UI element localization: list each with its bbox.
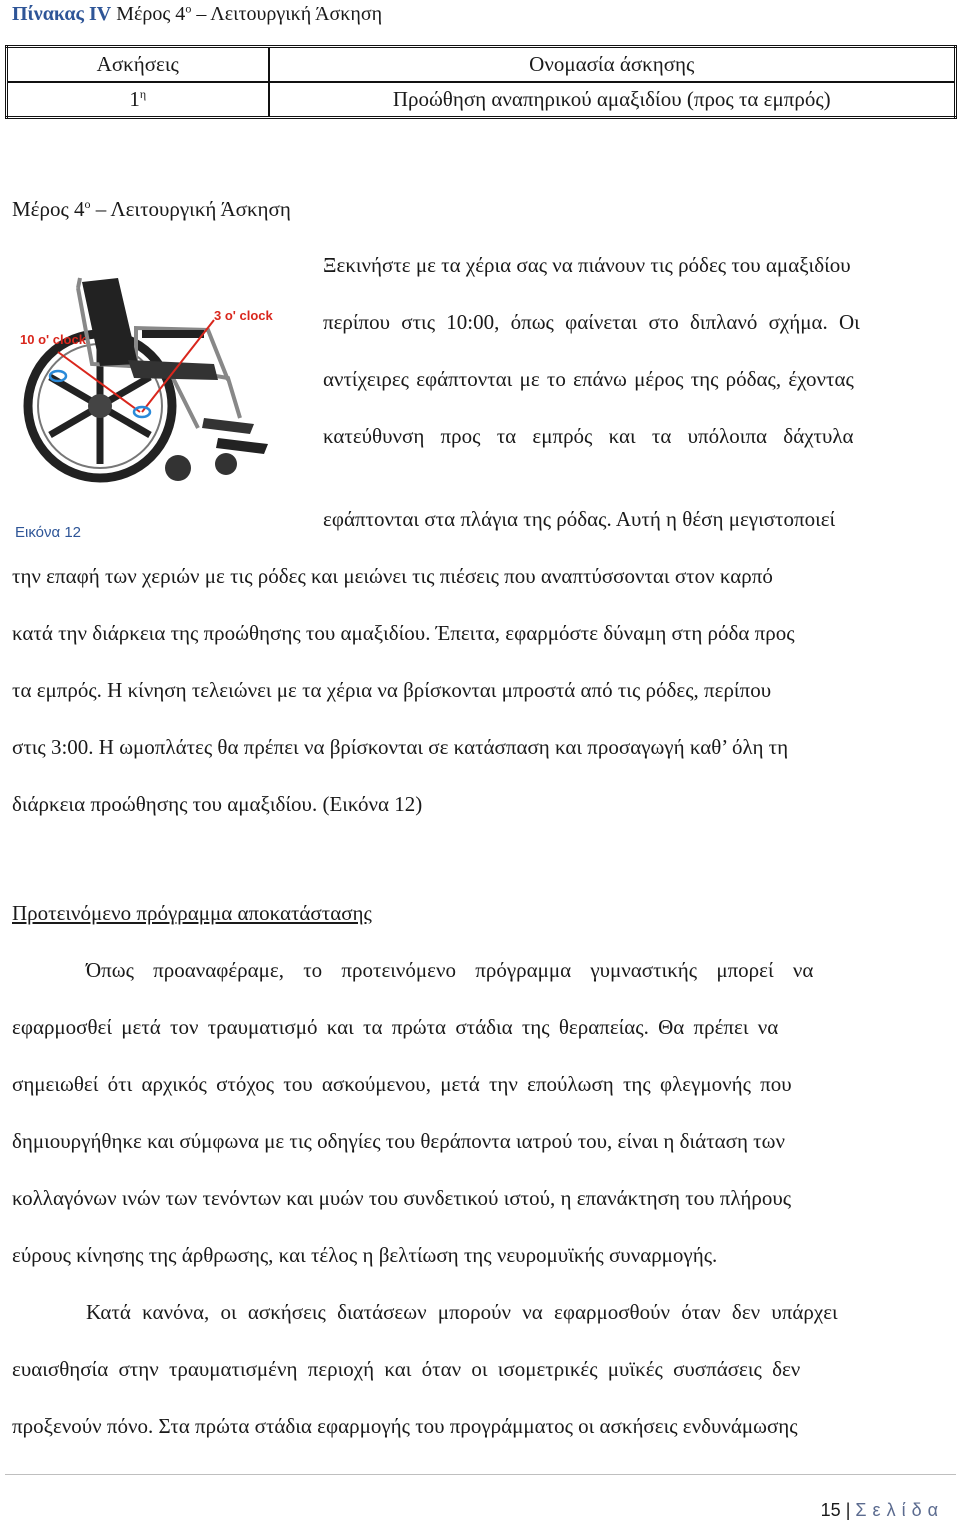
header-exercises: Ασκήσεις xyxy=(7,47,269,83)
table-label: Πίνακας IV xyxy=(12,3,112,25)
footer-separator: | xyxy=(845,1500,851,1520)
table-header-row xyxy=(7,47,956,83)
para3-line-1: Κατά κανόνα, οι ασκήσεις διατάσεων μπορούν να εφαρμοσθούν όταν δεν υπάρχει xyxy=(86,1300,838,1324)
exercise-table xyxy=(5,45,957,119)
page-footer xyxy=(821,1500,944,1521)
para1-line-6: την επαφή των χεριών με τις ρόδες και μειώνει τις πιέσεις που αναπτύσσονται στον καρπό xyxy=(12,564,773,588)
para1-line-8: τα εμπρός. Η κίνηση τελειώνει με τα χέρια να βρίσκονται μπροστά από τις ρόδες, περίπου xyxy=(12,678,772,702)
heading-text-a: Μέρος 4 xyxy=(111,3,186,25)
exercise-name: Προώθηση αναπηρικού αμαξιδίου (προς τα εμπρός) xyxy=(269,82,956,118)
para1-line-9: στις 3:00. Η ωμοπλάτες θα πρέπει να βρίσκονται σε κατάσπαση και προσαγωγή καθ’ όλη τη xyxy=(12,735,789,759)
para1-line-10: διάρκεια προώθησης του αμαξιδίου. (Εικόνα 12) xyxy=(12,792,423,816)
section-title: Μέρος $4^o$ – Λειτουργική Άσκηση xyxy=(12,197,291,221)
header-exercise-name: Ονομασία άσκησης xyxy=(269,47,956,83)
para1-line-1: Ξεκινήστε με τα χέρια σας να πιάνουν τις ρόδες του αμαξιδίου xyxy=(323,253,851,277)
page-number: 15 xyxy=(820,1500,841,1520)
para2-line-4: δημιουργήθηκε και σύμφωνα με τις οδηγίες του θεράποντα ιατρού του, είναι η διάταση των xyxy=(12,1129,785,1153)
heading-text-b: – Λειτουργική Άσκηση xyxy=(191,3,383,25)
table-row xyxy=(7,82,956,118)
exercise-number: $1^\eta$ xyxy=(7,82,269,118)
para3-line-2: ευαισθησία στην τραυματισμένη περιοχή και όταν οι ισομετρικές μυϊκές συσπάσεις δεν xyxy=(12,1357,801,1381)
para1-line-2: περίπου στις 10:00, όπως φαίνεται στο διπλανό σχήμα. Οι xyxy=(323,310,860,334)
footer-divider xyxy=(5,1474,956,1475)
para2-line-5: κολλαγόνων ινών των τενόντων και μυών του συνδετικού ιστού, η επανάκτηση του πλήρους xyxy=(12,1186,792,1210)
para1-line-7: κατά την διάρκεια της προώθησης του αμαξιδίου. Έπειτα, εφαρμόστε δύναμη στη ρόδα προς xyxy=(12,621,795,645)
page-word: Σελίδα xyxy=(855,1500,944,1520)
wheelchair-image xyxy=(18,268,280,500)
figure-caption: Εικόνα 12 xyxy=(15,524,82,541)
para3-line-3: προξενούν πόνο. Στα πρώτα στάδια εφαρμογής του προγράμματος οι ασκήσεις ενδυνάμωσης xyxy=(12,1414,798,1438)
label-10-oclock: 10 o' clock xyxy=(20,332,86,347)
page-heading xyxy=(12,3,382,26)
para1-line-4: κατεύθυνση προς τα εμπρός και τα υπόλοιπα δάχτυλα xyxy=(323,424,854,448)
para2-line-2: εφαρμοσθεί μετά τον τραυματισμό και τα πρώτα στάδια της θεραπείας. Θα πρέπει να xyxy=(12,1015,779,1039)
para2-line-1: Όπως προαναφέραμε, το προτεινόμενο πρόγραμμα γυμναστικής μπορεί να xyxy=(86,958,814,982)
rehab-program-title: Προτεινόμενο πρόγραμμα αποκατάστασης xyxy=(12,901,372,925)
heading-sup: ο xyxy=(185,1,192,16)
para1-line-5: εφάπτονται στα πλάγια της ρόδας. Αυτή η θέση μεγιστοποιεί xyxy=(323,507,836,531)
para2-line-3: σημειωθεί ότι αρχικός στόχος του ασκούμενου, μετά την επούλωση της φλεγμονής που xyxy=(12,1072,792,1096)
para1-line-3: αντίχειρες εφάπτονται με το επάνω μέρος της ρόδας, έχοντας xyxy=(323,367,854,391)
para2-line-6: εύρους κίνησης της άρθρωσης, και τέλος η βελτίωση της νευρομυϊκής συναρμογής. xyxy=(12,1243,718,1267)
label-3-oclock: 3 o' clock xyxy=(214,308,273,323)
